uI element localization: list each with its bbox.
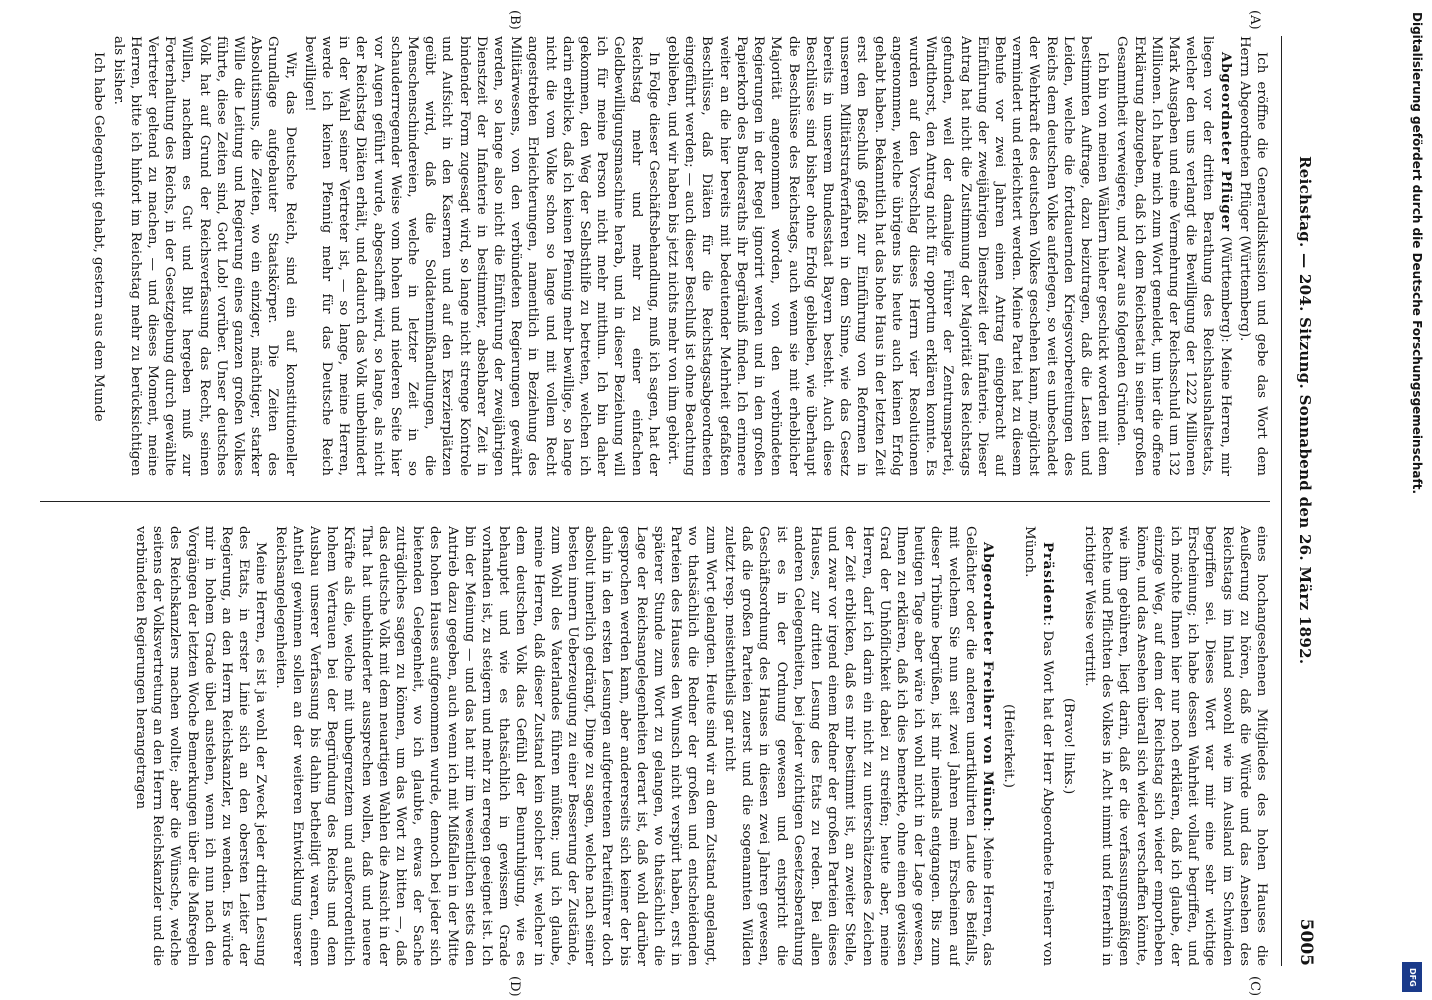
running-title: Reichstag. — 204. Sitzung. Sonnabend den 26. März 1892. — [1296, 156, 1314, 665]
speaker-name: Abgeordneter Freiherr von Münch — [979, 542, 996, 828]
dfg-logo: DFG — [1402, 962, 1422, 992]
paragraph: Ich eröffne die Generaldiskussion und gebe das Wort dem Herrn Abgeordneten Pflüger (Württemberg). — [1236, 36, 1269, 476]
interjection: (Heiterkeit.) — [1001, 704, 1017, 788]
paragraph: Meine Herren, es ist ja wohl der Zweck jeder dritten Lesung des Etats, in erster Linie sich an den obersten Leiter der Regierung, an den Herrn Reichskanzler, zu wenden. Es würde mir in hohem Grade übel anstehen, wenn ich nun nach den Vorgängen der letzten Woche Bemerkungen über die Maßregeln des Reichskanzlers machen wollte; aber die Wünsche, welche seitens der Volksvertretung an den Herrn Reichskanzler und die verbündeten Regierungen herangetragen — [133, 526, 269, 966]
funding-note: Digitalisierung gefördert durch die Deutsche Forschungsgemeinschaft. — [1410, 12, 1424, 495]
header-rule — [1281, 36, 1282, 966]
document-page — [32, 10, 1342, 997]
page-header — [1286, 36, 1342, 966]
right-column — [40, 526, 1270, 966]
paragraph: Wir, das Deutsche Reich, sind ein auf konstitutioneller Grundlage aufgebauter Staatskörper. Die Zeiten des Absolutismus, die Zeiten, wo ein einziger, mächtiger, starker Wille die Leitung und Regierung eines ganzen großen Volkes führte, diese Zeiten sind, Gott Lob! vorüber. Unser deutsches Volk hat auf Grund der Reichsverfassung das Recht, seinen Willen, nachdem es Gut und Blut hergeben muß zur Forterhaltung des Reichs, in der Gesetzgebung durch gewählte Vertreter geltend zu machen, — und dieses Moment, meine Herren, bitte ich hinfort im Reichstag mehr zu berücksichtigen als bisher. — [110, 36, 298, 476]
paragraph: eines hochangesehenen Mitgliedes des hohen Hauses die Aeußerung zu hören, daß die Würde und das Ansehen des Reichstags im Inland sowohl wie im Ausland im Schwinden begriffen sei. Dieses Wort war mir eine sehr wichtige Erscheinung; ich habe dessen Wahrheit vollauf begriffen, und ich möchte Ihnen hier nur noch erklären, daß ich glaube, der einzige Weg, auf dem der Reichstag sich wieder emporheben könne, und das Ansehen überall sich wieder verschaffen könnte, wie ihm gebühren, liegt darin, daß er die verfassungsmäßigen Rechte und Pflichten des Volkes in Acht nimmt und fernerhin in richtiger Weise vertritt. — [1081, 526, 1269, 966]
paragraph: Ich bin von meinen Wählern hieher geschickt worden mit dem bestimmten Auftrage, dazu beizutragen, daß die Lasten und Leiden, welche die fortdauernden Kriegsvorbereitungen des Reichs dem deutschen Volke auferlegen, so weit es unbeschadet der Wehrkraft des deutschen Volkes geschehen kann, möglichst vermindert und erleichtert werden. Meine Partei hat zu diesem Behufe vor zwei Jahren einen Antrag eingebracht auf Einführung der zweijährigen Dienstzeit der Infanterie. Dieser Antrag hat nicht die Zustimmung der Majorität des Reichstags gefunden, weil der damalige Führer der Zentrumspartei, Windthorst, den Antrag nicht für opportun erklären konnte. Es wurden auf den Vorschlag dieses Herrn vier Resolutionen angenommen, welche übrigens bis heute auch keinen Erfolg gehabt haben. Bekanntlich hat das hohe Haus in der letzten Zeit erst den Beschluß gefaßt zur Einführung von Reformen in unserem Militärstrafverfahren in dem Sinne, wie das Gesetz bereits in unserem Bundesstaat Bayern besteht. Auch diese Beschlüsse sind bisher ohne Erfolg geblieben, wie überhaupt die Beschlüsse des Reichstags, auch wenn sie mit erheblicher Majorität angenommen worden, von den verbündeten Regierungen in der Regel ignorirt werden und in den großen Papierkorb des Bundesraths ihr Begräbniß finden. Ich erinnere weiter an die hier bereits mit bedeutender Mehrheit gefaßten Beschlüsse, daß Diäten für die Reichstagsabgeordneten eingeführt werden; — auch dieser Beschluß ist ohne Beachtung geblieben, und wir haben bis jetzt nichts mehr von ihm gehört. — [665, 36, 1111, 476]
paragraph: Abgeordneter Pflüger (Württemberg): Meine Herren, mir liegen vor der dritten Berathung des Reichshaushaltsetats, welcher den uns verlangt die Bewilligung der 1222 Millionen Mark Ausgaben und eine Vermehrung der Reichsschuld um 132 Millionen. Ich habe mich zum Wort gemeldet, um hier die offene Erklärung abzugeben, daß ich dem Reichsetat in seiner großen Gesammtheit verweigere, und zwar aus folgenden Gründen. — [1114, 36, 1234, 476]
page-number: 5005 — [1296, 918, 1316, 966]
speaker-name: Abgeordneter Pflüger — [1217, 52, 1234, 232]
paragraph: zum Wort gelangten. Heute sind wir an dem Zustand angelangt, wo thatsächlich die Redner der großen und entscheidenden Parteien des Hauses den Wunsch nicht verspürt haben, erst in späterer Stunde zum Wort zu gelangen, wo thatsächlich die Lage der Reichsangelegenheiten derart ist, daß wohl darüber gesprochen werden kann, aber andererseits sich keiner der bis dahin in den ersten Lesungen aufgetretenen Parteiführer doch absolut innerlich gedrängt, Dinge zu sagen, welche nach seiner besten innern Ueberzeugung zu einer Besserung der Zustände, zum Wohl des Vaterlandes führen müßten; und ich glaube, meine Herren, daß dieser Zustand kein solcher ist, welcher in dem deutschen Volk das Gefühl der Beunruhigung, wie es behauptet und wie es thatsächlich in gewissem Grade vorhanden ist, zu steigern und mehr zu erregen geeignet ist. Ich bin der Meinung — und das hat mir im wesentlichen stets den Antrieb dazu gegeben, auch wenn ich mit Mißfallen in der Mitte des hohen Hauses aufgenommen wurde, dennoch bei jeder sich bietenden Gelegenheit, wo ich glaubte, etwas der Sache zuträgliches sagen zu können, um das Wort zu bitten —, daß das deutsche Volk mit dem neuartigen Wahlen die Ansicht in der That hat unbehinderter aussprechen wollen, daß und neuere Kräfte als die, welche mit unbegrenztem und außerordentlich hohem Vertrauen bei der Begründung des Reichs und dem Ausbau unserer Verfassung bis dahin betheiligt waren, einen Antheil gewinnen sollen an der weiteren Entwicklung unserer Reichsangelegenheiten. — [272, 526, 718, 966]
margin-marker-c: (C) — [1247, 976, 1262, 997]
speaker-name: Präsident — [1039, 542, 1056, 622]
paragraph: Abgeordneter Freiherr von Münch: Meine Herren, das Gelächter oder die anderen unartikulirten Laute des Beifalls, mit welchem Sie nun seit zwei Jahren mein Erscheinen auf dieser Tribüne begrüßen, ist mir niemals entgangen. Bis zum heutigen Tage aber wäre ich wohl nicht in der Lage gewesen, Ihnen zu erklären, daß ich dies bemerkte, ohne einen gewissen Grad der Unhöflichkeit dabei zu streifen; heute aber, meine Herren, darf ich darin ein nicht zu unterschätzendes Zeichen der Zeit erblicken, daß es mir bestimmt ist, an zweiter Stelle, und zwar vor irgend einem Redner der großen Parteien dieses Hauses, zur dritten Lesung des Etats zu reden. Bei allen anderen Gelegenheiten, bei jeder wichtigen Gesetzesberathung ist es in der Ordnung gewesen und entspricht die Geschäftsordnung des Hauses in diesen zwei Jahren gewesen, daß die großen Parteien zuerst und die sogenannten Wilden zuletzt resp. meistentheils gar nicht — [721, 526, 996, 966]
paragraph: Präsident: Das Wort hat der Herr Abgeordnete Freiherr von Münch. — [1022, 526, 1056, 966]
paragraph: In Folge dieser Geschäftsbehandlung, muß ich sagen, hat der Reichstag mehr und mehr zu einer einfachen Geldbewilligungsmaschine herab, und in dieser Beziehung will ich für meine Person nicht mehr mitthun. Ich bin daher gekommen, den Weg der Selbsthilfe zu betreten, welchen ich darin erblicke, daß ich keinen Pfennig mehr bewillige, so lange nicht die vom Volke schon so lange und mit vollem Recht angestrebten Erleichterungen, namentlich in Beziehung des Militärwesens, von den verbündeten Regierungen gewährt werden, so lange also nicht die Einführung der zweijährigen Dienstzeit der Infanterie in bestimmter, absehbarer Zeit in bindender Form zugesagt wird, so lange nicht strenge Kontrole und Aufsicht in den Kasernen und auf den Exerzierplätzen geübt wird, daß die Soldatenmißhandlungen, die Menschenschindereien, welche in letzter Zeit in so schauderrregender Weise vom hohen und niederen Seite hier vor Augen geführt wurde, abgeschafft wird, so lange, als nicht der Reichstag Diäten erhält, und dadurch das Volk unbehindert in der Wahl seiner Vertreter ist, — so lange, meine Herren, werde ich keinen Pfennig mehr für das Deutsche Reich bewilligen! — [301, 36, 661, 476]
column-divider — [40, 501, 1270, 502]
margin-marker-b: (B) — [507, 10, 522, 30]
margin-marker-d: (D) — [507, 976, 522, 997]
digitization-footer — [1392, 0, 1432, 1000]
margin-marker-a: (A) — [1247, 10, 1262, 30]
interjection: (Bravo! links.) — [1060, 697, 1076, 795]
paragraph: Ich habe Gelegenheit gehabt, gestern aus dem Munde — [91, 52, 107, 422]
left-column — [40, 36, 1270, 476]
